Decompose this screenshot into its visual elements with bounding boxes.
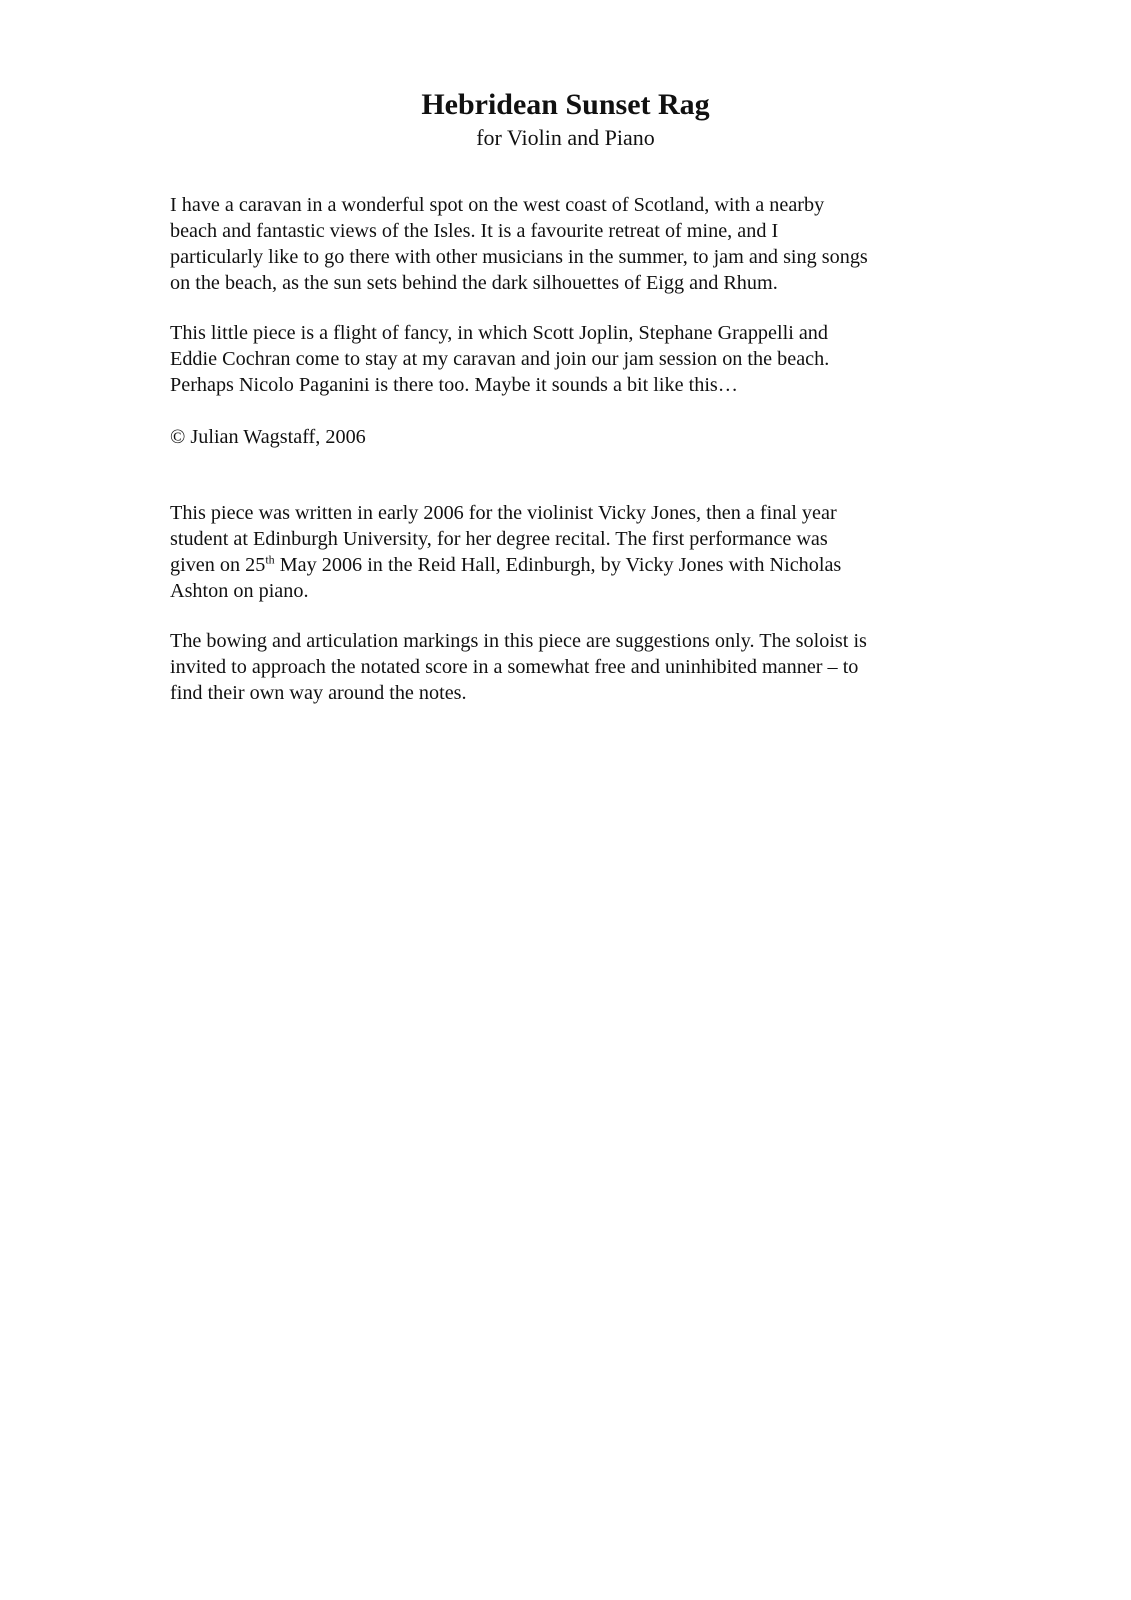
copyright-text: © Julian Wagstaff, 2006 <box>170 426 366 448</box>
ordinal-suffix: th <box>265 552 275 567</box>
text-line: This little piece is a flight of fancy, in which Scott Joplin, Stephane Grappelli and <box>170 322 828 344</box>
copyright-line <box>170 424 970 450</box>
text-line: Ashton on piano. <box>170 580 309 602</box>
date-prefix: given on 25 <box>170 554 266 576</box>
text-line: beach and fantastic views of the Isles. It is a favourite retreat of mine, and I <box>170 220 779 242</box>
premiere-paragraph <box>170 500 970 604</box>
date-rest: May 2006 in the Reid Hall, Edinburgh, by Vicky Jones with Nicholas <box>274 554 842 576</box>
text-line: The bowing and articulation markings in this piece are suggestions only. The soloist is <box>170 630 867 652</box>
text-line: invited to approach the notated score in a somewhat free and uninhibited manner – to <box>170 656 859 678</box>
text-line: on the beach, as the sun sets behind the dark silhouettes of Eigg and Rhum. <box>170 272 778 294</box>
text-line: I have a caravan in a wonderful spot on the west coast of Scotland, with a nearby <box>170 194 825 216</box>
text-line: student at Edinburgh University, for her degree recital. The first performance was <box>170 528 828 550</box>
page-title: Hebridean Sunset Rag <box>421 88 710 121</box>
text-line-with-date <box>170 552 970 578</box>
text-line: Eddie Cochran come to stay at my caravan and join our jam session on the beach. <box>170 348 830 370</box>
text-line: find their own way around the notes. <box>170 682 467 704</box>
intro-paragraph <box>170 192 970 296</box>
performance-notes-paragraph <box>170 628 970 706</box>
fancy-paragraph <box>170 320 970 398</box>
page-subtitle: for Violin and Piano <box>476 125 655 150</box>
text-line: particularly like to go there with other musicians in the summer, to jam and sing songs <box>170 246 868 268</box>
text-line: Perhaps Nicolo Paganini is there too. Maybe it sounds a bit like this… <box>170 374 738 396</box>
text-line: This piece was written in early 2006 for the violinist Vicky Jones, then a final year <box>170 502 837 524</box>
